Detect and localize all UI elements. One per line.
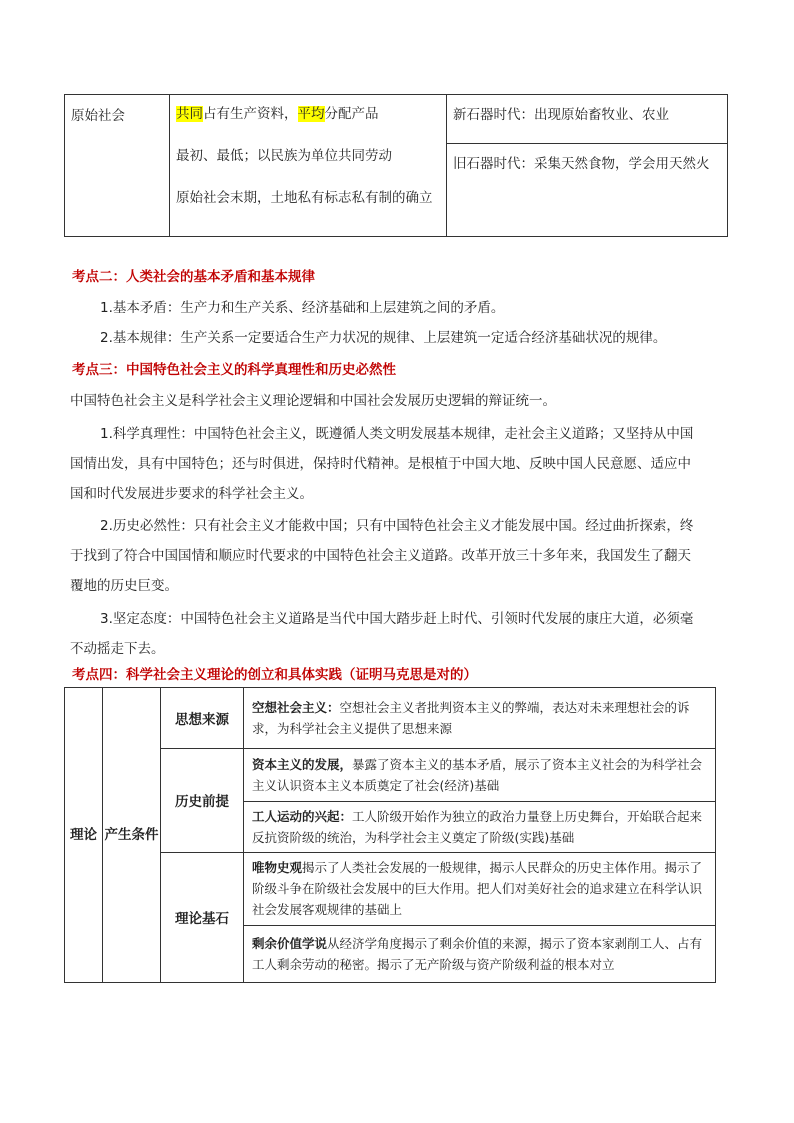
- conditions-label: 产生条件: [103, 688, 161, 983]
- workers-movement-cell: 工人运动的兴起：工人阶级开始作为独立的政治力量登上历史舞台，开始联合起来反抗资阶级的统治，为科学社会主义奠定了阶级(实践)基础: [244, 801, 716, 852]
- feature-line-2: 最初、最低；以民族为单位共同劳动: [176, 148, 392, 164]
- thought-source-label: 思想来源: [161, 688, 244, 749]
- historical-materialism-cell: 唯物史观揭示了人类社会发展的一般规律，揭示人民群众的历史主体作用。揭示了阶级斗争在阶级社会发展中的巨大作用。把人们对美好社会的追求建立在科学认识社会发展客观规律的基础上: [244, 852, 716, 925]
- feature-line-3: 原始社会末期，土地私有标志私有制的确立: [176, 190, 433, 206]
- kaodian3-p1-line2: 国情出发，具有中国特色；还与时俱进，保持时代精神。是根植于中国大地、反映中国人民意愿、适应中: [70, 456, 691, 472]
- theory-label: 理论: [65, 688, 103, 983]
- scientific-socialism-table: [64, 687, 716, 983]
- society-label: 原始社会: [65, 95, 170, 237]
- kaodian4-heading: 考点四：科学社会主义理论的创立和具体实践（证明马克思是对的）: [72, 667, 477, 683]
- historical-premise-label: 历史前提: [161, 749, 244, 853]
- theory-foundation-label: 理论基石: [161, 852, 244, 982]
- kaodian3-p2-line3: 覆地的历史巨变。: [70, 578, 178, 594]
- primitive-society-table: [64, 94, 728, 237]
- neolithic-cell: 新石器时代：出现原始畜牧业、农业: [447, 95, 728, 144]
- kaodian3-p3-line2: 不动摇走下去。: [70, 641, 165, 657]
- thought-source-cell: 空想社会主义：空想社会主义者批判资本主义的弊端，表达对未来理想社会的诉求，为科学社会主义提供了思想来源: [244, 688, 716, 749]
- feature-line-1: 共同占有生产资料，平均分配产品: [176, 106, 379, 122]
- kaodian3-p3-line1: 3.坚定态度：中国特色社会主义道路是当代中国大踏步赶上时代、引领时代发展的康庄大道，必须毫: [100, 611, 694, 627]
- kaodian3-p2-line2: 于找到了符合中国国情和顺应时代要求的中国特色社会主义道路。改革开放三十多年来，我国发生了翻天: [70, 548, 691, 564]
- kaodian3-heading: 考点三：中国特色社会主义的科学真理性和历史必然性: [72, 362, 396, 378]
- kaodian3-p1-line3: 国和时代发展进步要求的科学社会主义。: [70, 486, 313, 502]
- kaodian2-item-2: 2.基本规律：生产关系一定要适合生产力状况的规律、上层建筑一定适合经济基础状况的规律。: [100, 330, 667, 346]
- paleolithic-cell: 旧石器时代：采集天然食物，学会用天然火: [447, 144, 728, 237]
- surplus-value-cell: 剩余价值学说从经济学角度揭示了剩余价值的来源，揭示了资本家剥削工人、占有工人剩余劳动的秘密。揭示了无产阶级与资产阶级利益的根本对立: [244, 926, 716, 983]
- kaodian3-p2-line1: 2.历史必然性：只有社会主义才能救中国；只有中国特色社会主义才能发展中国。经过曲折探索，终: [100, 518, 694, 534]
- society-features: [170, 95, 447, 237]
- kaodian3-intro: 中国特色社会主义是科学社会主义理论逻辑和中国社会发展历史逻辑的辩证统一。: [70, 393, 556, 409]
- kaodian3-p1-line1: 1.科学真理性：中国特色社会主义，既遵循人类文明发展基本规律，走社会主义道路；又坚持从中国: [100, 426, 694, 442]
- kaodian2-heading: 考点二：人类社会的基本矛盾和基本规律: [72, 269, 315, 285]
- capitalism-development-cell: 资本主义的发展，暴露了资本主义的基本矛盾，展示了资本主义社会的为科学社会主义认识资本主义本质奠定了社会(经济)基础: [244, 749, 716, 802]
- kaodian2-item-1: 1.基本矛盾：生产力和生产关系、经济基础和上层建筑之间的矛盾。: [100, 300, 505, 316]
